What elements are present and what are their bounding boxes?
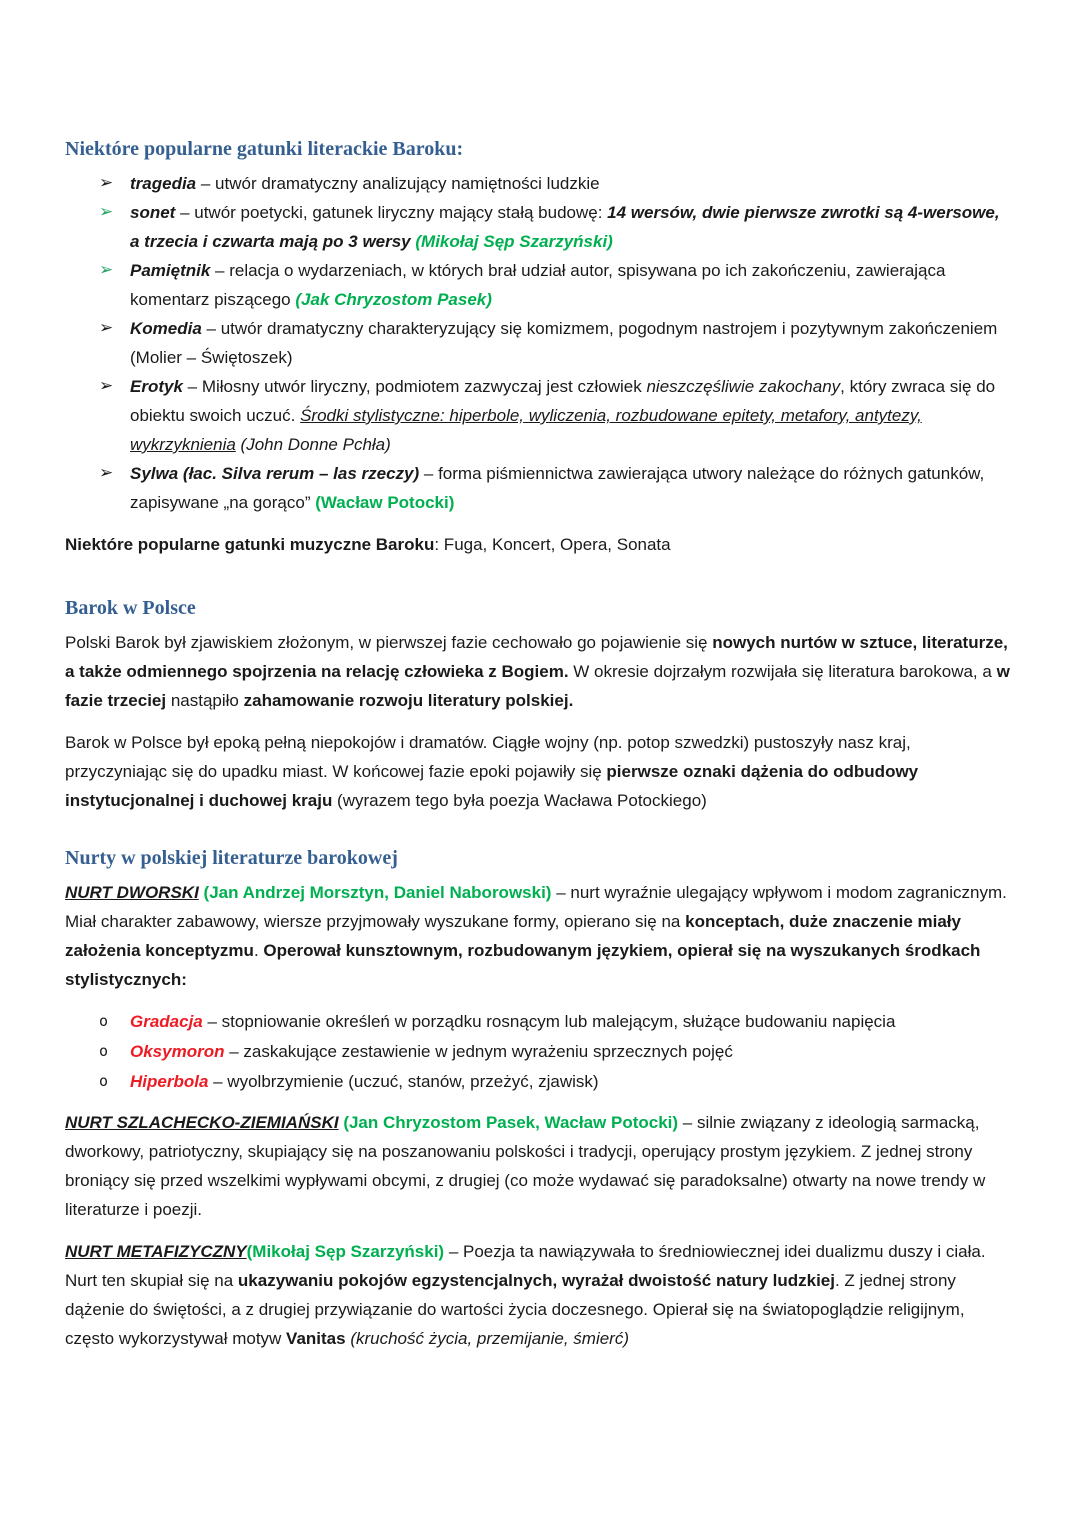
text-run: – nurt wyraźnie ulegający wpływom i modom zagranicznym. Miał charakter zabawowy, wiersze przyjmowały wyszukane formy, opierano się na [65,883,1007,931]
list-item [65,256,1012,314]
circle-bullet-icon: o [99,1072,109,1090]
nurt-szlachecko-paragraph [65,1108,1012,1224]
text-run: 14 wersów, dwie pierwsze zwrotki są 4-wersowe, a trzecia i czwarta mają po 3 wersy [130,203,1000,251]
list-item [65,1067,1012,1096]
list-item [65,314,1012,372]
text-run: (John Donne Pchła) [240,435,391,454]
arrow-bullet-icon: ➢ [99,173,114,193]
text-run: NURT METAFIZYCZNY [65,1242,247,1261]
circle-bullet-icon: o [99,1012,109,1030]
text-run: – zaskakujące zestawienie w jednym wyrażeniu sprzecznych pojęć [224,1042,733,1061]
genres-heading: Niektóre popularne gatunki literackie Baroku: [65,138,464,160]
text-run: nastąpiło [166,691,244,710]
arrow-bullet-icon: ➢ [99,260,114,280]
list-item [65,1007,1012,1036]
barok-w-polsce-heading: Barok w Polsce [65,597,196,619]
text-run: zahamowanie rozwoju literatury polskiej. [243,691,574,710]
list-item [65,1037,1012,1066]
list-item [65,169,1012,198]
text-run: (Jak Chryzostom Pasek) [295,290,492,309]
text-run: . Z jednej strony dążenie do świętości, a z drugiej przywiązanie do wartości życia doczesnego. Opierał się na światopoglądzie religijnym, często wykorzystywał motyw [65,1271,965,1348]
text-run: (Jan Chryzostom Pasek, Wacław Potocki) [343,1113,679,1132]
text-run: – Miłosny utwór liryczny, podmiotem zazwyczaj jest człowiek [182,377,647,396]
arrow-bullet-icon: ➢ [99,463,114,483]
text-run: tragedia [130,174,197,193]
text-run: Vanitas [286,1329,346,1348]
arrow-bullet-icon: ➢ [99,318,114,338]
text-run: Polski Barok był zjawiskiem złożonym, w pierwszej fazie cechowało go pojawienie się [65,633,713,652]
text-run: (Mikołaj Sęp Szarzyński) [246,1242,445,1261]
text-run: nieszczęśliwie zakochany [646,377,841,396]
genre-item-sylwa [130,459,1012,517]
genre-item-tragedia [130,169,1012,198]
text-run: , który zwraca się do obiektu swoich uczuć. [130,377,996,425]
text-run: Pamiętnik [130,261,211,280]
text-run: Operował kunsztownym, rozbudowanym językiem, opierał się na wyszukanych środkach stylistycznych: [65,941,981,989]
text-run: nowych nurtów w sztuce, literaturze, a także odmiennego spojrzenia na relację człowieka z Bogiem. [65,633,1008,681]
text-run: (wyrazem tego była poezja Wacława Potockiego) [332,791,707,810]
text-run: – wyolbrzymienie (uczuć, stanów, przeżyć, zjawisk) [208,1072,599,1091]
stylistic-devices-list [65,1007,1012,1096]
text-run: W okresie dojrzałym rozwijała się literatura barokowa, a [568,662,997,681]
text-run: . [253,941,264,960]
text-run: – utwór dramatyczny charakteryzujący się komizmem, pogodnym nastrojem i pozytywnym zakończeniem (Molier – Świętoszek) [130,319,998,367]
text-run: NURT DWORSKI [65,883,199,902]
music-genres-line [65,530,1012,559]
genre-item-sonet [130,198,1012,256]
text-run: Oksymoron [130,1042,225,1061]
text-run: Niektóre popularne gatunki muzyczne Baroku [65,535,435,554]
text-run: Barok w Polsce był epoką pełną niepokojów i dramatów. Ciągłe wojny (np. potop szwedzki) pustoszyły nasz kraj, przyczyniając się do upadku miast. W końcowej fazie epoki pojawiły się [65,733,911,781]
arrow-bullet-icon: ➢ [99,376,114,396]
text-run: Sylwa (łac. Silva rerum – las rzeczy) [130,464,420,483]
text-run: – Poezja ta nawiązywała to średniowiecznej idei dualizmu duszy i ciała. Nurt ten skupiał się na [65,1242,986,1290]
text-run: – relacja o wydarzeniach, w których brał udział autor, spisywana po ich zakończeniu, zawierająca komentarz piszącego [130,261,946,309]
text-run: pierwsze oznaki dążenia do odbudowy instytucjonalnej i duchowej kraju [65,762,919,810]
text-run: – utwór dramatyczny analizujący namiętności ludzkie [196,174,600,193]
text-run: (Jan Andrzej Morsztyn, Daniel Naborowski) [203,883,552,902]
list-item [65,459,1012,517]
barok-paragraph-2 [65,728,1012,815]
text-run: Komedia [130,319,202,338]
text-run: – utwór poetycki, gatunek liryczny mający stałą budowę: [175,203,608,222]
text-run: (Wacław Potocki) [315,493,455,512]
device-item-gradacja [130,1007,1012,1036]
text-run: (Mikołaj Sęp Szarzyński) [415,232,613,251]
genre-item-erotyk [130,372,1012,459]
arrow-bullet-icon: ➢ [99,202,114,222]
text-run: ukazywaniu pokojów egzystencjalnych, wyrażał dwoistość natury ludzkiej [237,1271,835,1290]
text-run: konceptach, duże znaczenie miały założenia konceptyzmu [65,912,961,960]
genre-item-komedia [130,314,1012,372]
barok-paragraph-1 [65,628,1012,715]
genres-list [65,169,1012,517]
device-item-oksymoron [130,1037,1012,1066]
text-run: (kruchość życia, przemijanie, śmierć) [350,1329,630,1348]
text-run: Erotyk [130,377,183,396]
genre-item-pamietnik [130,256,1012,314]
nurty-heading: Nurty w polskiej literaturze barokowej [65,847,398,869]
text-run: – silnie związany z ideologią sarmacką, dworkowy, patriotyczny, skupiający się na poszanowaniu polskości i tradycji, operujący prostym językiem. Z jednej strony broniący się przed wszelkimi wypływami obcymi, z drugiej (co może wydawać się paradoksalne) otwarty na nowe trendy w literaturze i poezji. [65,1113,986,1219]
list-item [65,198,1012,256]
nurt-dworski-paragraph [65,878,1012,994]
text-run: Hiperbola [130,1072,209,1091]
nurt-metafizyczny-paragraph [65,1237,1012,1353]
text-run: – forma piśmiennictwa zawierająca utwory należące do różnych gatunków, zapisywane „na gorąco” [130,464,985,512]
text-run: Gradacja [130,1012,203,1031]
text-run: : Fuga, Koncert, Opera, Sonata [434,535,671,554]
circle-bullet-icon: o [99,1042,109,1060]
list-item [65,372,1012,459]
text-run: sonet [130,203,176,222]
text-run: Środki stylistyczne: hiperbole, wyliczenia, rozbudowane epitety, metafory, antytezy, wykrzyknienia [130,406,922,454]
device-item-hiperbola [130,1067,1012,1096]
text-run: w fazie trzeciej [65,662,1010,710]
text-run: NURT SZLACHECKO-ZIEMIAŃSKI [65,1113,339,1132]
text-run: – stopniowanie określeń w porządku rosnącym lub malejącym, służące budowaniu napięcia [202,1012,896,1031]
